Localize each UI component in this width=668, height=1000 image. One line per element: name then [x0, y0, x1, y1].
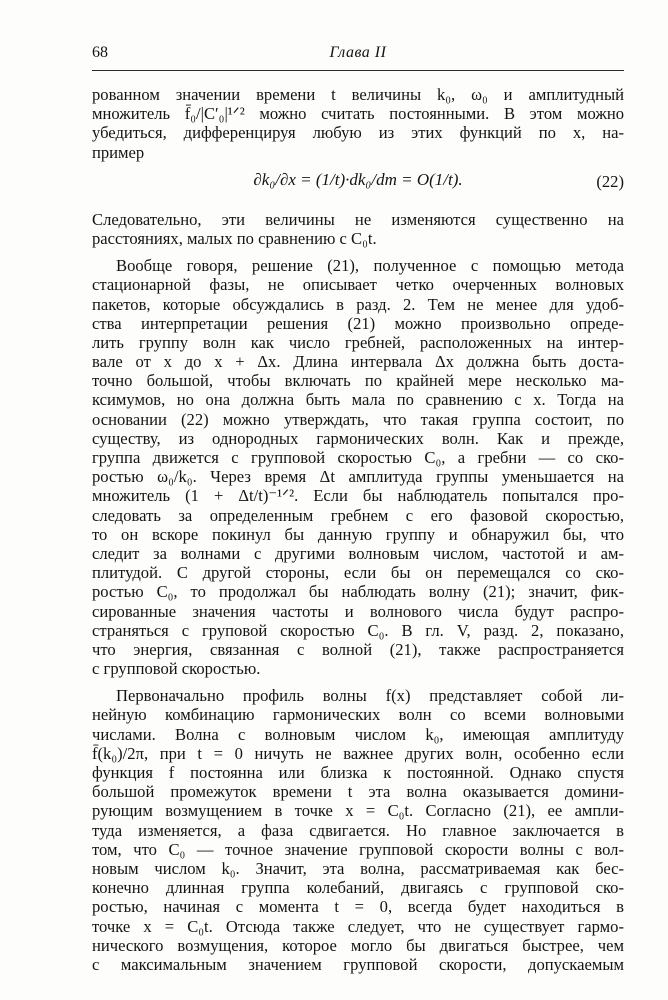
text-line: рующим возмущением в точке x = C₀t. Согласно (21), ее ампли-	[92, 801, 624, 821]
text-line: Вообще говоря, решение (21), полученное с помощью метода	[116, 256, 624, 276]
page-header	[92, 44, 624, 68]
text-line: пример	[92, 142, 145, 162]
text-line: ксимумов, но она должна быть мала по сравнению с x. Тогда на	[92, 390, 624, 410]
text-line: с максимальным значением групповой скорости, допускаемым	[92, 954, 624, 974]
page-number: 68	[92, 44, 108, 61]
header-rule	[92, 70, 624, 71]
text-line: точке x = C₀t. Отсюда также следует, что не существует гармо-	[92, 916, 624, 936]
text-line: убедиться, дифференцируя любую из этих функций по x, на-	[92, 123, 624, 143]
text-line: туда изменяется, а фаза сдвигается. Но главное заключается в	[92, 820, 624, 840]
text-line: существу, из однородных гармонических волн. Как и прежде,	[92, 428, 624, 448]
text-line: страняться с груповой скоростью C₀. В гл. V, разд. 2, показано,	[92, 620, 624, 640]
text-line: множитель f̄₀/|C′₀|¹ᐟ² можно считать постоянными. В этом можно	[92, 104, 624, 124]
text-line: плитудой. С другой стороны, если бы он перемещался со ско-	[92, 563, 624, 583]
text-line: функция f постоянна или близка к постоянной. Однако спустя	[92, 763, 624, 782]
text-line: стационарной фазы, не описывает четко очерченных волновых	[92, 275, 624, 295]
chapter-title: Глава II	[329, 44, 387, 61]
text-line: новым числом k₀. Значит, эта волна, рассматриваемая как бес-	[92, 858, 624, 878]
text-block-mid	[92, 210, 624, 248]
text-line: пакетов, которые обсуждались в разд. 2. Тем не менее для удоб-	[92, 294, 624, 314]
text-line: конечно длинная группа колебаний, двигаясь с групповой ско-	[92, 878, 624, 898]
text-line: лить группу волн как число гребней, расположенных на интер-	[92, 332, 624, 352]
text-line: следит за волнами с другими волновым числом, частотой и ам-	[92, 543, 624, 563]
paragraph-2	[92, 686, 624, 974]
text-line: сированные значения частоты и волнового числа будут распро-	[92, 601, 624, 621]
text-line: том, что C₀ — точное значение групповой скорости волны с вол-	[92, 839, 624, 859]
text-line: большой промежуток времени t эта волна оказывается домини-	[92, 782, 624, 802]
paragraph-1	[92, 256, 624, 678]
text-line: с групповой скоростью.	[92, 659, 261, 679]
text-line: следовать за определенным гребнем с его фазовой скоростью,	[92, 505, 624, 525]
text-line: что энергия, связанная с волной (21), также распространяется	[92, 639, 624, 659]
text-line: f̄(k₀)/2π, при t = 0 ничуть не важнее других волн, особенно если	[92, 743, 624, 763]
page-body	[92, 85, 624, 974]
text-line: группа движется с групповой скоростью C₀, а гребни — со ско-	[92, 448, 624, 467]
equation-22	[92, 164, 624, 204]
text-line: Следовательно, эти величины не изменяются существенно на	[92, 209, 624, 229]
text-line: основании (22) можно утверждать, что такая группа состоит, по	[92, 409, 624, 429]
text-line: вале от x до x + Δx. Длина интервала Δx должна быть доста-	[92, 352, 624, 372]
text-line: рованном значении времени t величины k₀, ω₀ и амплитудный	[92, 85, 624, 104]
equation-number: (22)	[596, 171, 624, 191]
text-line: множитель (1 + Δt/t)⁻¹ᐟ². Если бы наблюдатель попытался про-	[92, 486, 624, 506]
text-line: то он вскоре покинул бы данную группу и обнаружил бы, что	[92, 524, 624, 544]
text-line: нейную комбинацию гармонических волн со всеми волновыми	[92, 705, 624, 725]
text-line: ства интерпретации решения (21) можно произвольно опреде-	[92, 313, 624, 333]
text-line: расстояниях, малых по сравнению с C₀t.	[92, 228, 377, 248]
text-line: ростью ω₀/k₀. Через время Δt амплитуда группы уменьшается на	[92, 467, 624, 487]
text-line: точно большой, чтобы включать по крайней мере несколько ма-	[92, 371, 624, 391]
text-block-top	[92, 85, 624, 162]
text-line: ростью, начиная с момента t = 0, всегда будет находиться в	[92, 897, 624, 917]
text-line: нического возмущения, которое могло бы двигаться быстрее, чем	[92, 935, 624, 955]
equation-formula: ∂k₀/∂x = (1/t)·dk₀/dm = O(1/t).	[253, 169, 463, 189]
text-line: ростью C₀, то продолжал бы наблюдать волну (21); значит, фик-	[92, 582, 624, 602]
text-line: числами. Волна с волновым числом k₀, имеющая амплитуду	[92, 724, 624, 744]
text-line: Первоначально профиль волны f(x) представляет собой ли-	[116, 686, 624, 706]
